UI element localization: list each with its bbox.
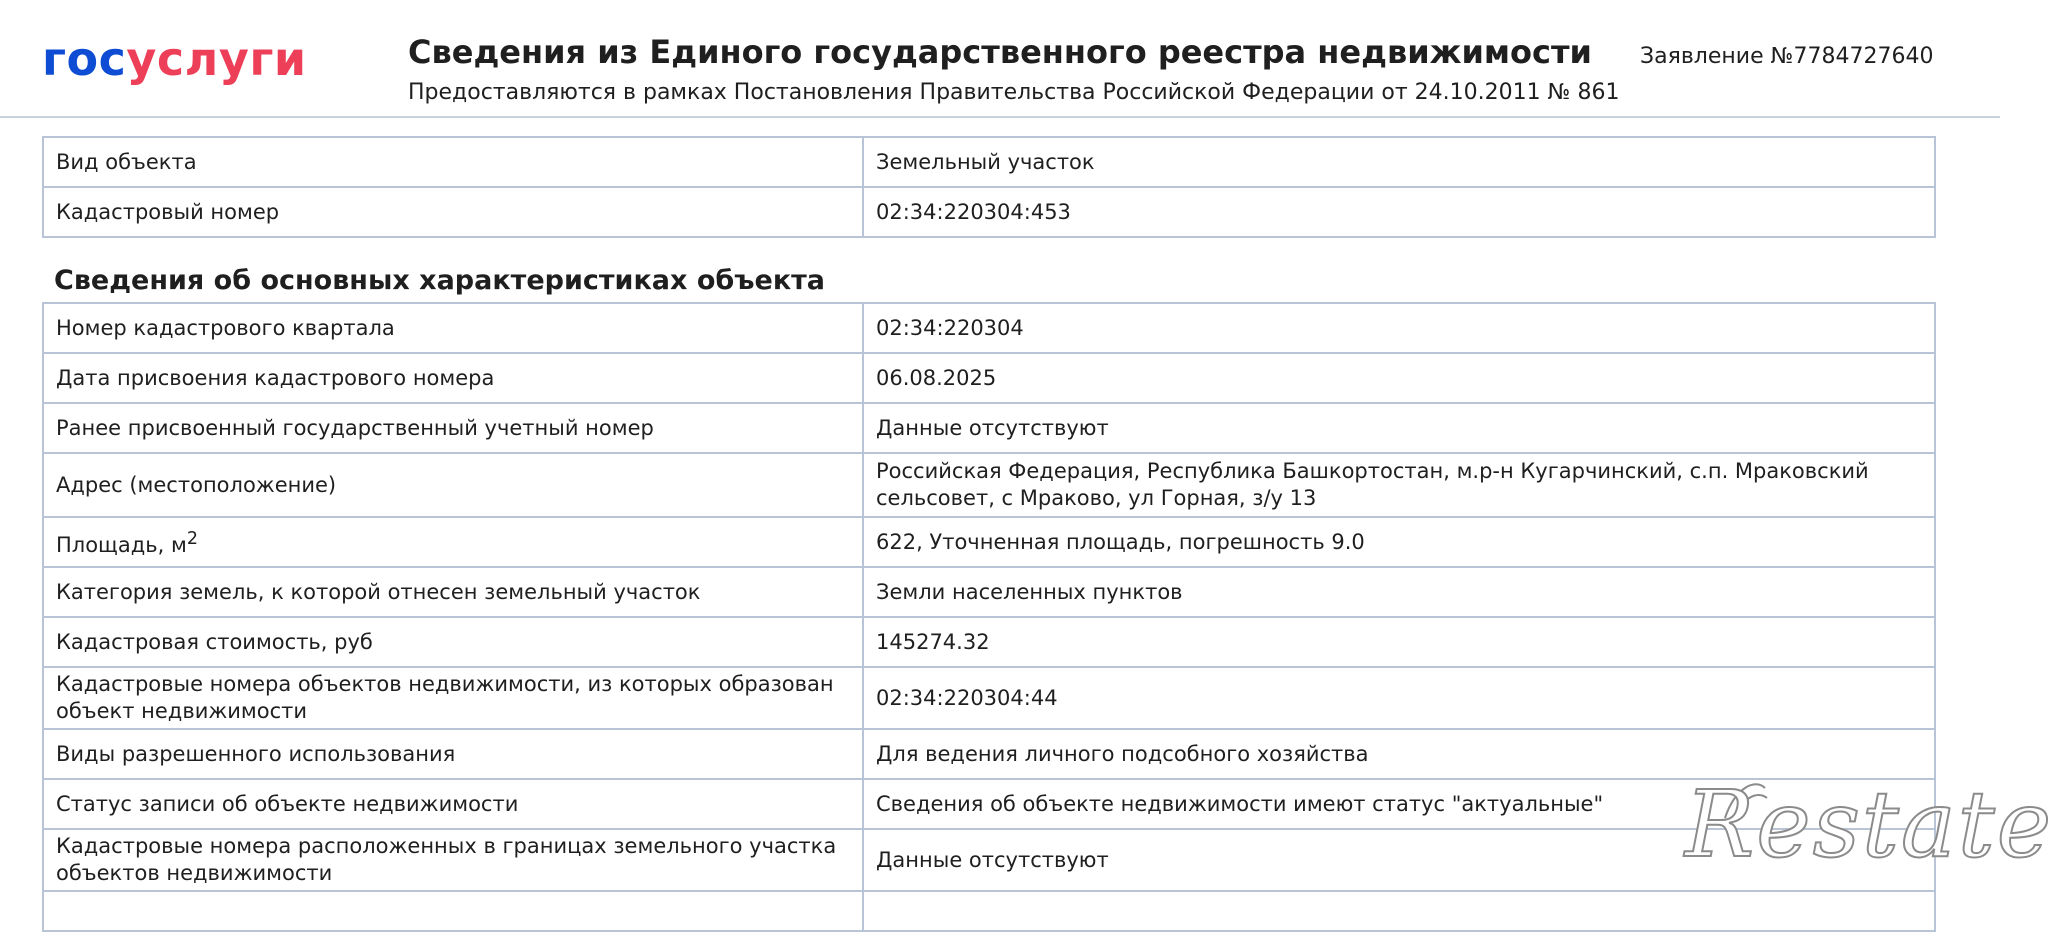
logo-part-1: гос [42,32,127,86]
table-row [43,453,1935,517]
table-row [43,617,1935,667]
row-value: Данные отсутствуют [863,403,1935,453]
row-label: Кадастровые номера расположенных в границах земельного участка объектов недвижимости [43,829,863,891]
table-row [43,187,1935,237]
row-value-partial [863,891,1935,931]
table-row [43,779,1935,829]
logo-part-2: услуги [126,32,307,86]
table-row [43,353,1935,403]
row-label: Дата присвоения кадастрового номера [43,353,863,403]
area-label-text: Площадь, м [56,532,187,557]
row-value: 06.08.2025 [863,353,1935,403]
row-value: 02:34:220304:44 [863,667,1935,729]
table-row [43,567,1935,617]
table-row [43,137,1935,187]
row-label: Ранее присвоенный государственный учетный номер [43,403,863,453]
row-label: Адрес (местоположение) [43,453,863,517]
document-title: Сведения из Единого государственного реестра недвижимости [408,33,1592,71]
table-row [43,667,1935,729]
document-subtitle: Предоставляются в рамках Постановления Правительства Российской Федерации от 24.10.2011 № 861 [408,80,1620,105]
table-row [43,303,1935,353]
row-value: Для ведения личного подсобного хозяйства [863,729,1935,779]
row-value: 145274.32 [863,617,1935,667]
gosuslugi-logo [42,30,307,88]
row-label: Вид объекта [43,137,863,187]
row-label-partial [43,891,863,931]
row-label: Виды разрешенного использования [43,729,863,779]
table-row [43,403,1935,453]
table-row [43,829,1935,891]
row-label: Категория земель, к которой отнесен земельный участок [43,567,863,617]
row-value: 622, Уточненная площадь, погрешность 9.0 [863,517,1935,567]
row-label: Кадастровые номера объектов недвижимости, из которых образован объект недвижимости [43,667,863,729]
area-label-superscript: 2 [186,528,198,549]
row-label: Статус записи об объекте недвижимости [43,779,863,829]
table-row [43,729,1935,779]
row-label: Кадастровая стоимость, руб [43,617,863,667]
row-label: Кадастровый номер [43,187,863,237]
table-row-partial [43,891,1935,931]
row-value: Земли населенных пунктов [863,567,1935,617]
row-value: Данные отсутствуют [863,829,1935,891]
application-number: Заявление №7784727640 [1640,44,1934,69]
row-label [43,517,863,567]
table-row [43,517,1935,567]
document-header [0,0,2000,118]
row-value: Земельный участок [863,137,1935,187]
row-label: Номер кадастрового квартала [43,303,863,353]
section-title: Сведения об основных характеристиках объекта [54,265,826,296]
row-value: Российская Федерация, Республика Башкортостан, м.р-н Кугарчинский, с.п. Мраковский сельсовет, с Мраково, ул Горная, з/у 13 [863,453,1935,517]
row-value: 02:34:220304 [863,303,1935,353]
characteristics-table [42,302,1936,932]
restate-watermark: Restate [1685,771,2053,878]
row-value: Сведения об объекте недвижимости имеют статус "актуальные" [863,779,1935,829]
row-value: 02:34:220304:453 [863,187,1935,237]
object-table [42,136,1936,238]
